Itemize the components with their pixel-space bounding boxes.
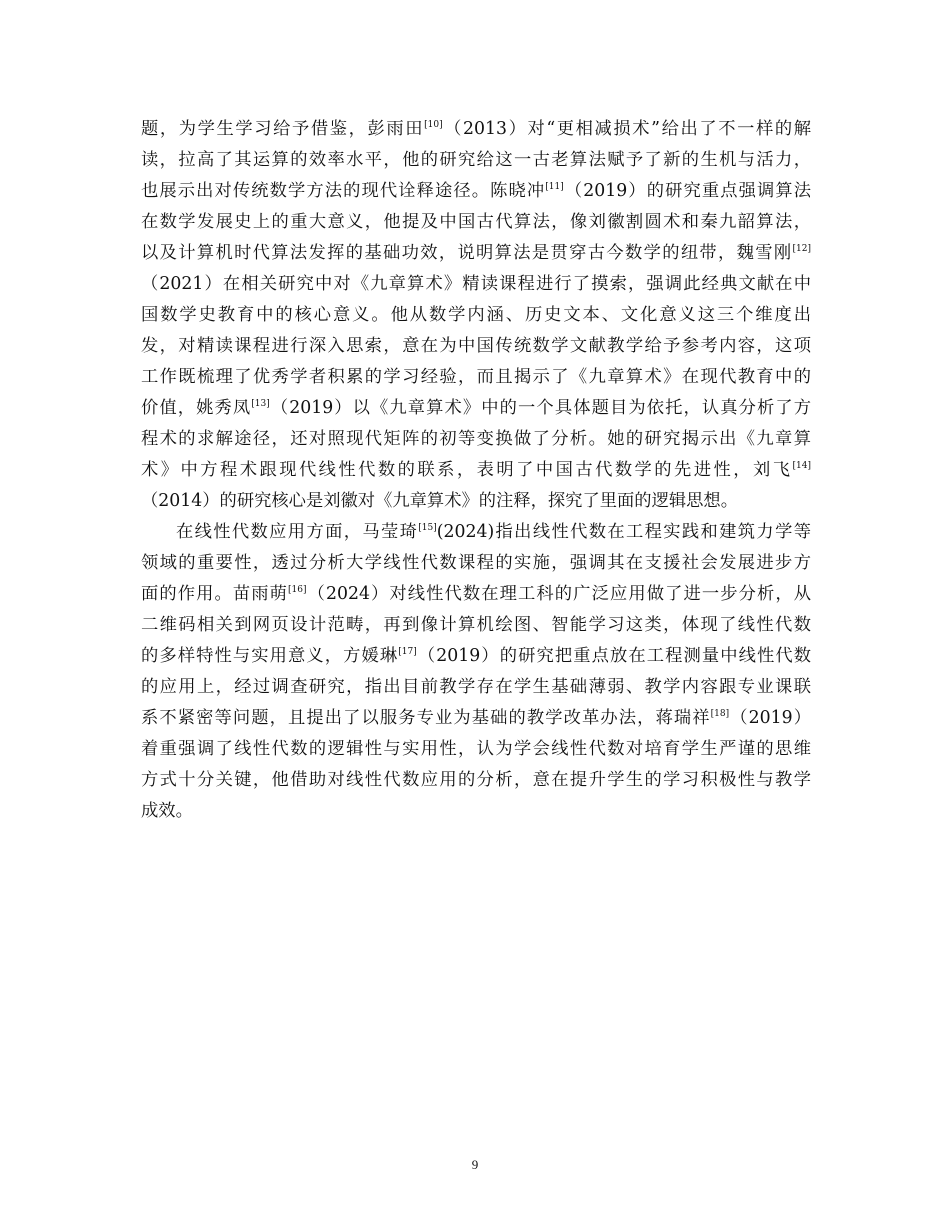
paragraph [141,114,811,517]
text-line [141,145,811,176]
text-run: （2013）对“更相减损术”给出了不一样的解 [442,119,811,139]
page-number: 9 [471,1157,479,1172]
text-line [141,331,811,362]
text-run: (2024)指出线性代数在工程实践和建筑力学等 [436,522,811,542]
text-run: 价值，姚秀凤 [141,398,252,418]
text-run: 在数学发展史上的重大意义，他提及中国古代算法，像刘徽割圆术和秦九韶算法， [141,212,811,232]
citation-ref: [18] [710,709,730,719]
text-run: 着重强调了线性代数的逻辑性与实用性，认为学会线性代数对培育学生严谨的思维 [141,739,811,759]
paragraph [141,517,811,827]
text-run: 系不紧密等问题，且提出了以服务专业为基础的教学改革办法，蒋瑞祥 [141,708,711,728]
text-run: 的多样特性与实用意义，方媛琳 [141,646,399,666]
text-line [141,455,811,486]
text-line [141,300,811,331]
text-run: 国数学史教育中的核心意义。他从数学内涵、历史文本、文化意义这三个维度出 [141,305,811,325]
text-run: 在线性代数应用方面，马莹琦 [176,522,419,542]
text-line [141,734,811,765]
text-line [141,703,811,734]
text-line [141,424,811,455]
text-line [141,641,811,672]
text-line [141,393,811,424]
text-run: 以及计算机时代算法发挥的基础功效，说明算法是贯穿古今数学的纽带，魏雪刚 [141,243,793,263]
text-line [141,548,811,579]
citation-ref: [16] [288,585,307,595]
text-line [141,207,811,238]
text-run: 术》中方程术跟现代线性代数的联系，表明了中国古代数学的先进性，刘飞 [141,460,793,480]
body-text [141,114,811,827]
citation-ref: [14] [792,461,811,471]
text-run: 面的作用。苗雨萌 [141,584,289,604]
text-run: 题，为学生学习给予借鉴，彭雨田 [141,119,425,139]
text-line [141,610,811,641]
text-run: （2021）在相关研究中对《九章算术》精读课程进行了摸索，强调此经典文献在中 [141,274,811,294]
citation-ref: [17] [398,647,417,657]
text-line [141,114,811,145]
text-line [141,238,811,269]
text-line [141,176,811,207]
text-line [141,517,811,548]
text-line [141,796,811,827]
text-run: 也展示出对传统数学方法的现代诠释途径。陈晓冲 [141,181,546,201]
text-run: 工作既梳理了优秀学者积累的学习经验，而且揭示了《九章算术》在现代教育中的 [141,367,811,387]
citation-ref: [10] [424,120,443,130]
text-run: （2019）以《九章算术》中的一个具体题目为依托，认真分析了方 [269,398,811,418]
text-line [141,672,811,703]
text-run: （2019）的研究重点强调算法 [563,181,811,201]
text-run: 二维码相关到网页设计范畴，再到像计算机绘图、智能学习这类，体现了线性代数 [141,615,811,635]
text-line [141,765,811,796]
text-run: （2019）的研究把重点放在工程测量中线性代数 [416,646,811,666]
text-run: 方式十分关键，他借助对线性代数应用的分析，意在提升学生的学习积极性与教学 [141,770,811,790]
text-run: 发，对精读课程进行深入思索，意在为中国传统数学文献教学给予参考内容，这项 [141,336,811,356]
text-line [141,579,811,610]
text-line [141,269,811,300]
text-line [141,362,811,393]
text-run: （2024）对线性代数在理工科的广泛应用做了进一步分析，从 [306,584,811,604]
text-run: 程术的求解途径，还对照现代矩阵的初等变换做了分析。她的研究揭示出《九章算 [141,429,811,449]
text-run: （2014）的研究核心是刘徽对《九章算术》的注释，探究了里面的逻辑思想。 [141,491,738,511]
citation-ref: [11] [545,182,564,192]
text-run: 的应用上，经过调查研究，指出目前教学存在学生基础薄弱、教学内容跟专业课联 [141,677,811,697]
text-run: 成效。 [141,801,193,821]
text-run: 领域的重要性，透过分析大学线性代数课程的实施，强调其在支援社会发展进步方 [141,553,811,573]
text-line [141,486,811,517]
citation-ref: [15] [418,523,437,533]
citation-ref: [12] [792,244,811,254]
text-run: 读，拉高了其运算的效率水平，他的研究给这一古老算法赋予了新的生机与活力， [141,150,811,170]
text-run: （2019） [729,708,811,728]
citation-ref: [13] [251,399,270,409]
